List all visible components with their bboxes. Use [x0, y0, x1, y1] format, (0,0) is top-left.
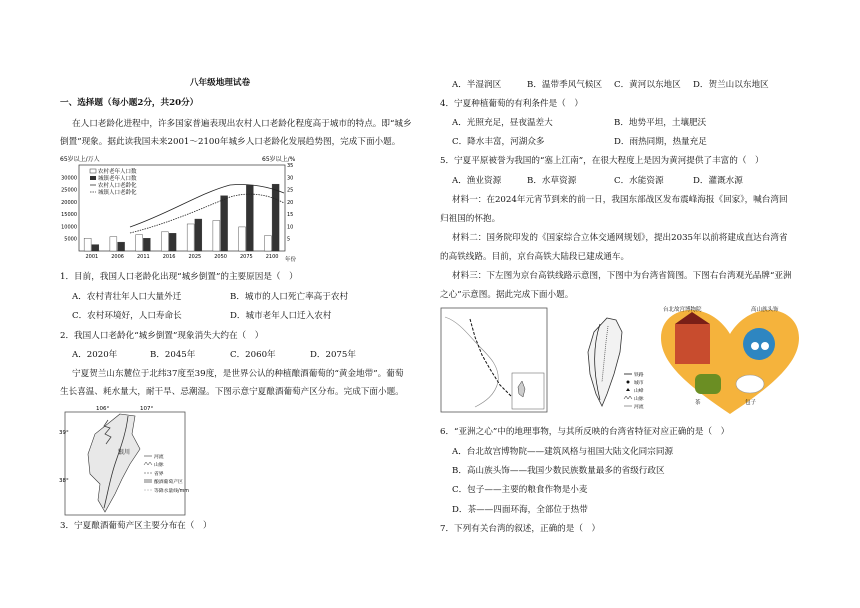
heart-label-tea: 茶 — [695, 400, 701, 406]
ytick-right-0: 5 — [287, 236, 291, 243]
xtick-2006: 2006 — [111, 254, 124, 260]
passage-2-line-1: 宁夏贺兰山东麓位于北纬37度至39度，是世界公认的种植酿酒葡萄的“黄金地带”。葡萄 — [72, 369, 404, 379]
xtick-2025: 2025 — [188, 254, 202, 260]
bar-rural-2011 — [136, 235, 143, 251]
material-2-line-2: 的高铁线路。目前，京台高铁大陆段已建成通车。 — [440, 252, 630, 262]
bar-urban-2025 — [195, 219, 202, 251]
ytick-right-1: 10 — [287, 224, 294, 231]
ytick-left-2: 15000 — [61, 212, 77, 219]
xtick-2050: 2050 — [214, 254, 227, 260]
material-1-line-2: 归祖国的怀抱。 — [440, 214, 501, 224]
q4-option-a[interactable]: A．光照充足，昼夜温差大 — [452, 118, 553, 128]
bar-rural-2025 — [187, 224, 194, 251]
bar-urban-2001 — [92, 245, 99, 251]
q3-option-d[interactable]: D．贺兰山以东地区 — [693, 80, 769, 90]
ytick-right-5: 30 — [287, 175, 294, 182]
passage-1-line-2: 倒置”现象。据此读我国未来2001～2100年城乡人口老龄化发展趋势图，完成下面小题。 — [60, 137, 401, 147]
ytick-right-2: 15 — [287, 212, 294, 219]
passage-1-line-1: 在人口老龄化进程中，许多国家普遍表现出农村人口老龄化程度高于城市的特点。即“城乡 — [72, 119, 412, 129]
q5-option-d[interactable]: D．灌溉水源 — [693, 176, 743, 186]
xtick-2075: 2075 — [240, 254, 253, 260]
ytick-right-6: 35 — [287, 163, 294, 169]
bar-urban-2050 — [221, 196, 228, 251]
ytick-left-0: 5000 — [64, 236, 77, 243]
heart-of-asia-graphic — [655, 304, 805, 420]
q6-option-a[interactable]: A．台北故宫博物院——建筑风格与祖国大陆文化同宗同源 — [452, 447, 674, 457]
chart-ylabel-left: 65岁以上/万人 — [60, 156, 100, 163]
bar-urban-2016 — [169, 233, 176, 251]
legend-rail: 铁路 — [634, 373, 644, 378]
beijing-taipei-rail-map — [440, 307, 548, 413]
aboriginal-headdress-icon — [743, 328, 775, 360]
xtick-2001: 2001 — [85, 254, 99, 260]
aging-chart — [60, 153, 308, 263]
q1-option-b[interactable]: B．城市的人口死亡率高于农村 — [230, 292, 349, 302]
q3-stem: 3．宁夏酿酒葡萄产区主要分布在（ ） — [60, 521, 212, 531]
q4-option-c[interactable]: C．降水丰富，河湖众多 — [452, 137, 545, 147]
xtick-2100: 2100 — [265, 254, 279, 260]
legend-river: 河流 — [154, 455, 164, 460]
ytick-left-1: 10000 — [61, 224, 77, 231]
ytick-right-4: 25 — [287, 187, 294, 194]
material-3-line-1: 材料三：下左图为京台高铁线路示意图，下图中为台湾省简图。下图右台湾观光品牌“亚洲 — [452, 271, 792, 281]
bar-rural-2001 — [84, 238, 91, 251]
passage-2-line-2: 生长喜温、耗水量大，耐干旱、忌潮湿。下图示意宁夏酿酒葡萄产区分布。完成下面小题。 — [60, 387, 404, 397]
q2-stem: 2．我国人口老龄化“城乡倒置”现象消失大约在（ ） — [60, 331, 264, 341]
bar-urban-2100 — [272, 184, 279, 251]
bar-rural-2016 — [161, 232, 168, 251]
q4-option-b[interactable]: B．地势平坦，土壤肥沃 — [614, 118, 707, 128]
bar-rural-2100 — [264, 236, 271, 251]
legend-urban-rate: 城镇人口老龄化 — [98, 190, 137, 196]
legend-border: 省界 — [154, 472, 164, 477]
page-title: 八年级地理试卷 — [189, 78, 251, 88]
q6-stem: 6．“亚洲之心”中的地理事物，与其所反映的台湾省特征对应正确的是（ ） — [440, 427, 730, 437]
q3-option-b[interactable]: B．温带季风气候区 — [527, 80, 603, 90]
bar-rural-2050 — [213, 221, 220, 251]
q1-option-d[interactable]: D．城市老年人口迁入农村 — [230, 311, 332, 321]
taiwan-outline — [588, 318, 622, 406]
chart-ylabel-right: 65岁以上/% — [262, 156, 296, 163]
face-icon-2 — [761, 342, 769, 350]
xtick-2011: 2011 — [137, 254, 150, 260]
taiwan-legend — [624, 371, 644, 410]
heart-label-headdress: 高山族头饰 — [751, 307, 779, 313]
ytick-left-4: 25000 — [61, 187, 77, 194]
q1-stem: 1．目前，我国人口老龄化出现“城乡倒置”的主要原因是（ ） — [60, 272, 298, 282]
legend-range: 山脉 — [634, 397, 644, 402]
q2-option-a[interactable]: A．2020年 — [72, 350, 118, 360]
bar-rural-2075 — [239, 227, 246, 251]
legend-city: 城市 — [634, 381, 644, 386]
ytick-left-3: 20000 — [61, 199, 77, 206]
taiwan-map — [552, 312, 654, 412]
bar-rural-2006 — [110, 237, 117, 251]
q4-stem: 4．宁夏种植葡萄的有利条件是（ ） — [440, 99, 583, 109]
q5-option-a[interactable]: A．渔业资源 — [452, 176, 502, 186]
palace-museum-icon — [675, 324, 710, 364]
legend-swatch-rural-count — [90, 169, 96, 173]
legend-vineyard: 酿酒葡萄产区 — [154, 480, 183, 485]
chart-xlabel: 年份 — [285, 257, 297, 263]
q7-stem: 7．下列有关台湾的叙述，正确的是（ ） — [440, 524, 601, 534]
heart-label-bun: 包子 — [745, 400, 757, 406]
map-lon-106: 106° — [96, 406, 110, 412]
heart-label-palace: 台北故宫博物院 — [663, 307, 702, 313]
legend-peak-mark — [626, 388, 630, 391]
q1-option-a[interactable]: A．农村青壮年人口大量外迁 — [72, 292, 182, 302]
map-lat-38: 38° — [59, 478, 69, 484]
ytick-right-3: 20 — [287, 199, 294, 206]
q6-option-b[interactable]: B．高山族头饰——我国少数民族数量最多的省级行政区 — [452, 466, 665, 476]
legend-vineyard-mark — [144, 479, 152, 483]
bun-icon — [736, 375, 764, 393]
section-heading: 一、选择题（每小题2分，共20分） — [60, 98, 199, 108]
bar-urban-2011 — [143, 238, 150, 251]
chart-legend — [90, 167, 137, 196]
q5-stem: 5．宁夏平原被誉为我国的“塞上江南”，在很大程度上是因为黄河提供了丰富的（ ） — [440, 156, 764, 166]
legend-rural-rate: 农村人口老龄化 — [98, 183, 137, 189]
q3-option-c[interactable]: C．黄河以东地区 — [614, 80, 681, 90]
q1-option-c[interactable]: C．农村环境好，人口寿命长 — [72, 311, 182, 321]
material-1-line-1: 材料一：在2024年元宵节到来的前一日，我国东部战区发布震峰海报《回家》，喊台湾回 — [452, 195, 788, 205]
urban-aging-line — [130, 194, 284, 233]
legend-range-mark — [624, 396, 632, 399]
map-lon-107: 107° — [140, 406, 154, 412]
tea-icon — [695, 374, 721, 394]
legend-peak: 山峰 — [634, 389, 644, 394]
legend-rural-count: 农村老年人口数 — [98, 169, 137, 175]
q2-option-c[interactable]: C．2060年 — [230, 350, 276, 360]
map-lat-39: 39° — [59, 430, 69, 436]
q6-option-c[interactable]: C．包子——主要的粮食作物是小麦 — [452, 485, 588, 495]
q3-option-a[interactable]: A．半湿润区 — [452, 80, 502, 90]
legend-isohyet: 等降水量线/mm — [154, 489, 189, 494]
bar-urban-2006 — [118, 242, 125, 251]
bar-urban-2075 — [246, 185, 253, 251]
legend-river-tw: 河流 — [634, 405, 644, 410]
map-place-yinchuan: 银川 — [118, 449, 131, 456]
q6-option-d[interactable]: D．茶——四面环海，全部位于热带 — [452, 505, 588, 515]
material-3-line-2: 之心”示意图。据此完成下面小题。 — [440, 290, 574, 300]
legend-swatch-urban-count — [90, 176, 96, 180]
legend-mountain: 山脉 — [154, 463, 164, 468]
ningxia-vineyard-map — [60, 404, 190, 517]
face-icon — [751, 342, 759, 350]
legend-urban-count: 城镇老年人口数 — [98, 176, 137, 182]
q2-option-b[interactable]: B．2045年 — [150, 350, 196, 360]
q5-option-c[interactable]: C．水能资源 — [614, 176, 664, 186]
q2-option-d[interactable]: D．2075年 — [310, 350, 356, 360]
ytick-left-5: 30000 — [61, 175, 77, 182]
xtick-2016: 2016 — [162, 254, 176, 260]
material-2-line-1: 材料二：国务院印发的《国家综合立体交通网规划》，提出2035年以前将建成直达台湾省 — [452, 233, 788, 243]
rural-aging-line — [130, 184, 284, 227]
q4-option-d[interactable]: D．雨热同期，热量充足 — [614, 137, 707, 147]
legend-city-mark — [627, 381, 630, 384]
q5-option-b[interactable]: B．水草资源 — [527, 176, 577, 186]
